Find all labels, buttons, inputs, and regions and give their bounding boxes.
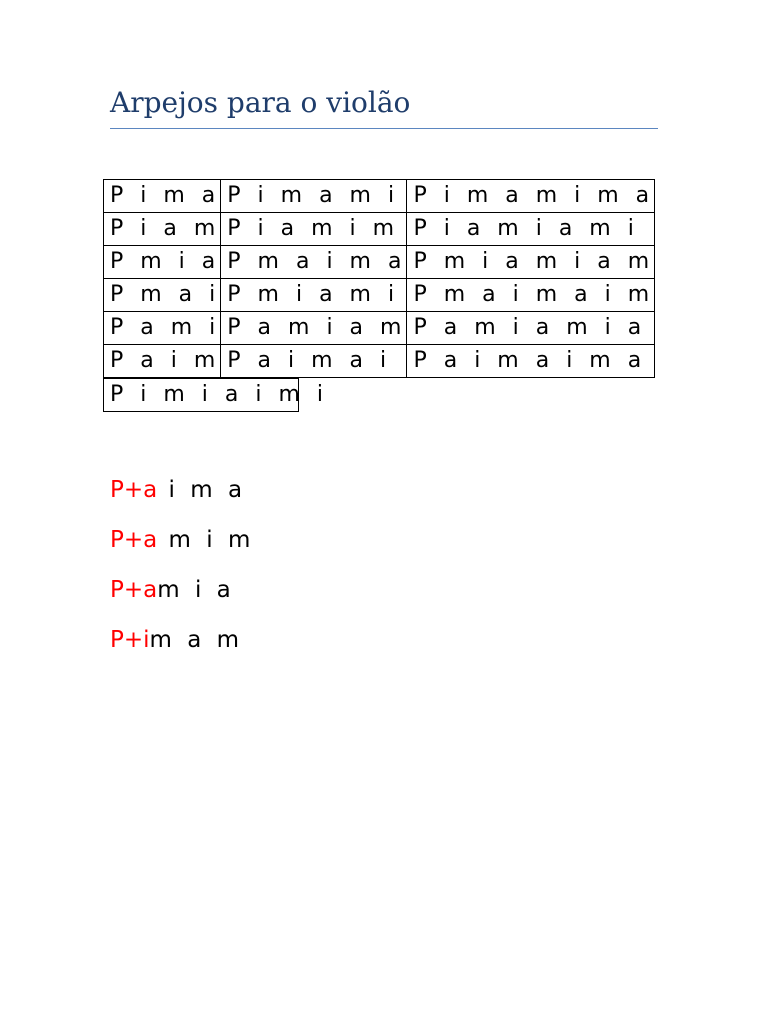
- table-cell: P a i m: [104, 345, 221, 378]
- page-title: Arpejos para o violão: [110, 86, 411, 119]
- table-cell: P a m i: [104, 312, 221, 345]
- table-cell: P i a m i a m i: [407, 213, 655, 246]
- title-underline: [110, 128, 658, 129]
- table-cell: P i m a m i m a: [407, 180, 655, 213]
- table-cell: P m a i: [104, 279, 221, 312]
- pattern-sequence: i m a: [157, 477, 247, 503]
- table-cell: P a i m a i m a: [407, 345, 655, 378]
- table-cell: P m i a m i: [221, 279, 407, 312]
- pattern-line: [110, 627, 243, 653]
- pattern-prefix: P+a: [110, 477, 158, 503]
- table-cell: P a i m a i: [221, 345, 407, 378]
- pattern-sequence: m i a: [157, 577, 235, 603]
- table-cell: P m i a m i a m: [407, 246, 655, 279]
- pattern-prefix: P+a: [110, 577, 158, 603]
- table-cell: P m i a: [104, 246, 221, 279]
- arpeggio-table: [103, 179, 655, 378]
- table-cell: P i a m: [104, 213, 221, 246]
- table-cell-last: P i m i a i m i: [103, 378, 299, 412]
- table-cell: P i a m i m: [221, 213, 407, 246]
- table-row: [104, 213, 655, 246]
- table-row: [104, 312, 655, 345]
- table-cell: P i m a m i: [221, 180, 407, 213]
- table-cell: P a m i a m: [221, 312, 407, 345]
- pattern-sequence: m a m: [149, 627, 244, 653]
- table-cell: P i m a: [104, 180, 221, 213]
- table-row: [104, 246, 655, 279]
- table-cell: P m a i m a i m: [407, 279, 655, 312]
- pattern-prefix: P+i: [110, 627, 150, 653]
- table-cell: P a m i a m i a: [407, 312, 655, 345]
- table-cell: P m a i m a: [221, 246, 407, 279]
- pattern-prefix: P+a: [110, 527, 158, 553]
- pattern-line: [110, 477, 246, 503]
- pattern-line: [110, 527, 254, 553]
- table-row: [104, 279, 655, 312]
- pattern-line: [110, 577, 235, 603]
- table-row: [104, 180, 655, 213]
- pattern-sequence: m i m: [157, 527, 255, 553]
- table-row: [104, 345, 655, 378]
